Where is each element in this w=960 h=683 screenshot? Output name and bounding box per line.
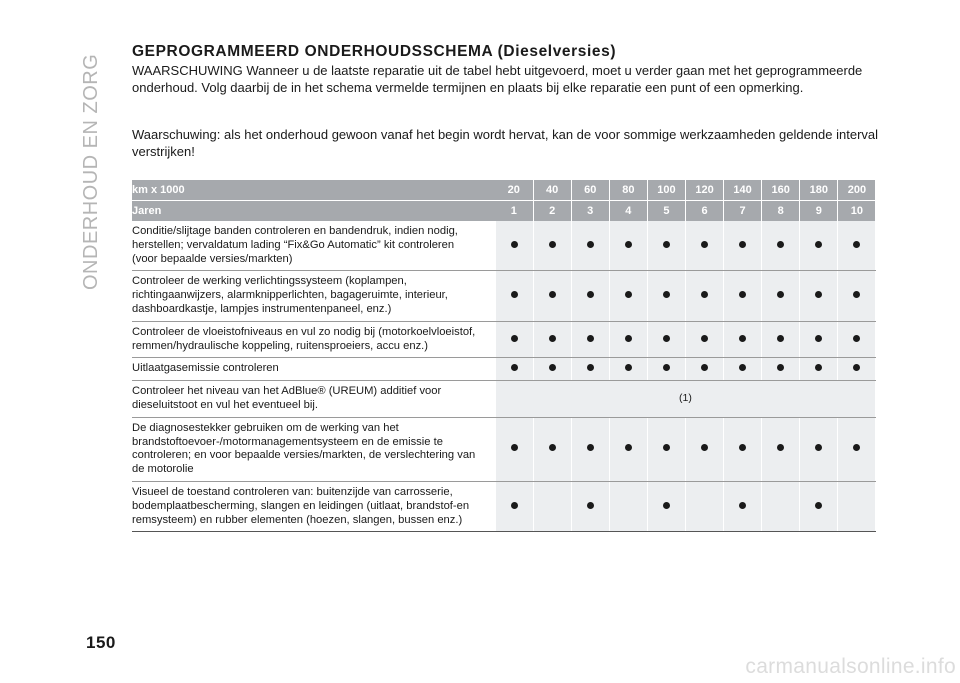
interval-cell	[685, 221, 723, 271]
km-header-row	[132, 180, 876, 201]
bullet-icon	[815, 241, 822, 248]
bullet-icon	[815, 444, 822, 451]
year-interval-header: 1	[495, 201, 533, 222]
interval-cell	[495, 221, 533, 271]
interval-cell	[647, 417, 685, 481]
bullet-icon	[587, 291, 594, 298]
interval-cell	[609, 481, 647, 531]
km-interval-header: 120	[685, 180, 723, 201]
year-interval-header: 9	[800, 201, 838, 222]
watermark: carmanualsonline.info	[745, 655, 956, 678]
interval-cell	[762, 271, 800, 321]
bullet-icon	[739, 444, 746, 451]
bullet-icon	[663, 291, 670, 298]
bullet-icon	[549, 444, 556, 451]
bullet-icon	[511, 502, 518, 509]
interval-cell	[495, 271, 533, 321]
bullet-icon	[511, 241, 518, 248]
interval-cell	[685, 481, 723, 531]
interval-cell	[838, 417, 876, 481]
interval-cell	[571, 221, 609, 271]
bullet-icon	[663, 335, 670, 342]
bullet-icon	[777, 335, 784, 342]
interval-cell	[647, 221, 685, 271]
section-side-title: ONDERHOUD EN ZORG	[80, 53, 102, 290]
bullet-icon	[625, 241, 632, 248]
interval-cell	[838, 271, 876, 321]
year-interval-header: 10	[838, 201, 876, 222]
interval-cell	[838, 481, 876, 531]
table-row	[132, 481, 876, 531]
interval-cell	[495, 321, 533, 358]
bullet-icon	[701, 364, 708, 371]
bullet-icon	[587, 364, 594, 371]
interval-cell	[838, 321, 876, 358]
interval-cell	[533, 271, 571, 321]
interval-cell	[685, 271, 723, 321]
bullet-icon	[511, 364, 518, 371]
task-description: Visueel de toestand controleren van: buitenzijde van carrosserie, bodemplaatbescherming, slangen en leidingen (uitlaat, brandstof-en remsysteem) en rubber elementen (hoezen, slangen, bussen enz.)	[132, 481, 495, 531]
interval-cell	[762, 417, 800, 481]
interval-cell	[800, 321, 838, 358]
task-description: De diagnosestekker gebruiken om de werking van het brandstoftoevoer-/motormanagementsysteem en de emissie te controleren; en voor bepaalde versies/markten, de verslechtering van de motorolie	[132, 417, 495, 481]
bullet-icon	[663, 444, 670, 451]
interval-cell	[685, 321, 723, 358]
interval-cell	[762, 481, 800, 531]
interval-cell	[685, 358, 723, 381]
bullet-icon	[511, 444, 518, 451]
bullet-icon	[663, 502, 670, 509]
year-interval-header: 7	[724, 201, 762, 222]
task-description: Controleer de werking verlichtingssysteem (koplampen, richtingaanwijzers, alarmknipperlichten, bagageruimte, interieur, dashboardkastje, lampjes instrumentenpaneel, enz.)	[132, 271, 495, 321]
interval-cell	[533, 358, 571, 381]
interval-cell	[724, 358, 762, 381]
bullet-icon	[625, 335, 632, 342]
interval-cell	[800, 221, 838, 271]
bullet-icon	[815, 364, 822, 371]
bullet-icon	[853, 364, 860, 371]
interval-cell	[571, 417, 609, 481]
bullet-icon	[701, 444, 708, 451]
bullet-icon	[739, 291, 746, 298]
bullet-icon	[625, 291, 632, 298]
bullet-icon	[777, 444, 784, 451]
interval-cell	[495, 417, 533, 481]
interval-cell	[495, 481, 533, 531]
bullet-icon	[739, 364, 746, 371]
years-header-label: Jaren	[132, 201, 495, 222]
interval-cell	[495, 358, 533, 381]
bullet-icon	[549, 335, 556, 342]
bullet-icon	[549, 241, 556, 248]
bullet-icon	[853, 241, 860, 248]
bullet-icon	[587, 335, 594, 342]
interval-cell	[609, 321, 647, 358]
interval-cell	[800, 481, 838, 531]
km-interval-header: 140	[724, 180, 762, 201]
bullet-icon	[549, 291, 556, 298]
warning-paragraph: WAARSCHUWING Wanneer u de laatste reparatie uit de tabel hebt uitgevoerd, moet u verder gaan met het geprogrammeerde onderhoud. Volg daarbij de in het schema vermelde termijnen en plaats bij elke reparatie een punt of een opmerking.	[132, 63, 863, 95]
table-row	[132, 221, 876, 271]
interval-cell	[533, 481, 571, 531]
bullet-icon	[511, 335, 518, 342]
bullet-icon	[853, 291, 860, 298]
interval-cell	[724, 417, 762, 481]
maintenance-schedule-table	[132, 180, 876, 532]
interval-cell	[609, 358, 647, 381]
bullet-icon	[587, 241, 594, 248]
bullet-icon	[701, 335, 708, 342]
warning-note-paragraph: Waarschuwing: als het onderhoud gewoon vanaf het begin wordt hervat, kan de voor sommige werkzaamheden geldende interval verstrijken!	[132, 127, 879, 159]
interval-cell	[647, 481, 685, 531]
interval-cell	[838, 358, 876, 381]
km-interval-header: 200	[838, 180, 876, 201]
page-heading: GEPROGRAMMEERD ONDERHOUDSSCHEMA (Dieselversies)	[132, 43, 617, 60]
interval-cell	[609, 271, 647, 321]
interval-cell	[533, 321, 571, 358]
bullet-icon	[587, 502, 594, 509]
years-header-row	[132, 201, 876, 222]
table-row	[132, 321, 876, 358]
table-row	[132, 271, 876, 321]
year-interval-header: 6	[685, 201, 723, 222]
km-interval-header: 80	[609, 180, 647, 201]
page-number: 150	[86, 633, 116, 652]
bullet-icon	[625, 444, 632, 451]
km-interval-header: 20	[495, 180, 533, 201]
bullet-icon	[663, 364, 670, 371]
interval-cell	[724, 271, 762, 321]
interval-cell	[800, 358, 838, 381]
km-interval-header: 60	[571, 180, 609, 201]
km-interval-header: 40	[533, 180, 571, 201]
bullet-icon	[587, 444, 594, 451]
interval-cell	[762, 321, 800, 358]
interval-cell	[724, 481, 762, 531]
interval-cell	[724, 321, 762, 358]
interval-cell	[800, 417, 838, 481]
km-interval-header: 180	[800, 180, 838, 201]
bullet-icon	[739, 241, 746, 248]
year-interval-header: 8	[762, 201, 800, 222]
year-interval-header: 3	[571, 201, 609, 222]
bullet-icon	[511, 291, 518, 298]
bullet-icon	[853, 444, 860, 451]
bullet-icon	[815, 335, 822, 342]
year-interval-header: 5	[647, 201, 685, 222]
bullet-icon	[777, 241, 784, 248]
schedule-body	[132, 221, 876, 532]
interval-cell	[571, 358, 609, 381]
interval-cell	[609, 221, 647, 271]
year-interval-header: 4	[609, 201, 647, 222]
task-description: Uitlaatgasemissie controleren	[132, 358, 495, 381]
interval-cell	[800, 271, 838, 321]
interval-cell	[647, 321, 685, 358]
bullet-icon	[777, 291, 784, 298]
interval-cell	[647, 271, 685, 321]
task-description: Controleer het niveau van het AdBlue® (UREUM) additief voor dieseluitstoot en vul het eventueel bij.	[132, 381, 495, 418]
task-description: Controleer de vloeistofniveaus en vul zo nodig bij (motorkoelvloeistof, remmen/hydraulische koppeling, ruitensproeiers, accu enz.)	[132, 321, 495, 358]
interval-cell	[609, 417, 647, 481]
bullet-icon	[663, 241, 670, 248]
bullet-icon	[815, 502, 822, 509]
bullet-icon	[701, 241, 708, 248]
interval-cell	[571, 481, 609, 531]
interval-cell	[571, 271, 609, 321]
interval-cell	[724, 221, 762, 271]
task-description: Conditie/slijtage banden controleren en bandendruk, indien nodig, herstellen; vervaldatum lading “Fix&Go Automatic” kit controleren (voor bepaalde versies/markten)	[132, 221, 495, 271]
interval-cell	[685, 417, 723, 481]
bullet-icon	[701, 291, 708, 298]
bullet-icon	[739, 502, 746, 509]
bullet-icon	[853, 335, 860, 342]
km-interval-header: 100	[647, 180, 685, 201]
interval-cell	[571, 321, 609, 358]
bullet-icon	[625, 364, 632, 371]
interval-cell	[762, 358, 800, 381]
km-header-label: km x 1000	[132, 180, 495, 201]
footnote-reference: (1)	[495, 381, 876, 418]
interval-cell	[838, 221, 876, 271]
year-interval-header: 2	[533, 201, 571, 222]
bullet-icon	[549, 364, 556, 371]
table-row	[132, 358, 876, 381]
interval-cell	[762, 221, 800, 271]
interval-cell	[647, 358, 685, 381]
bullet-icon	[777, 364, 784, 371]
bullet-icon	[739, 335, 746, 342]
table-row	[132, 381, 876, 418]
bullet-icon	[815, 291, 822, 298]
table-row	[132, 417, 876, 481]
km-interval-header: 160	[762, 180, 800, 201]
interval-cell	[533, 417, 571, 481]
interval-cell	[533, 221, 571, 271]
